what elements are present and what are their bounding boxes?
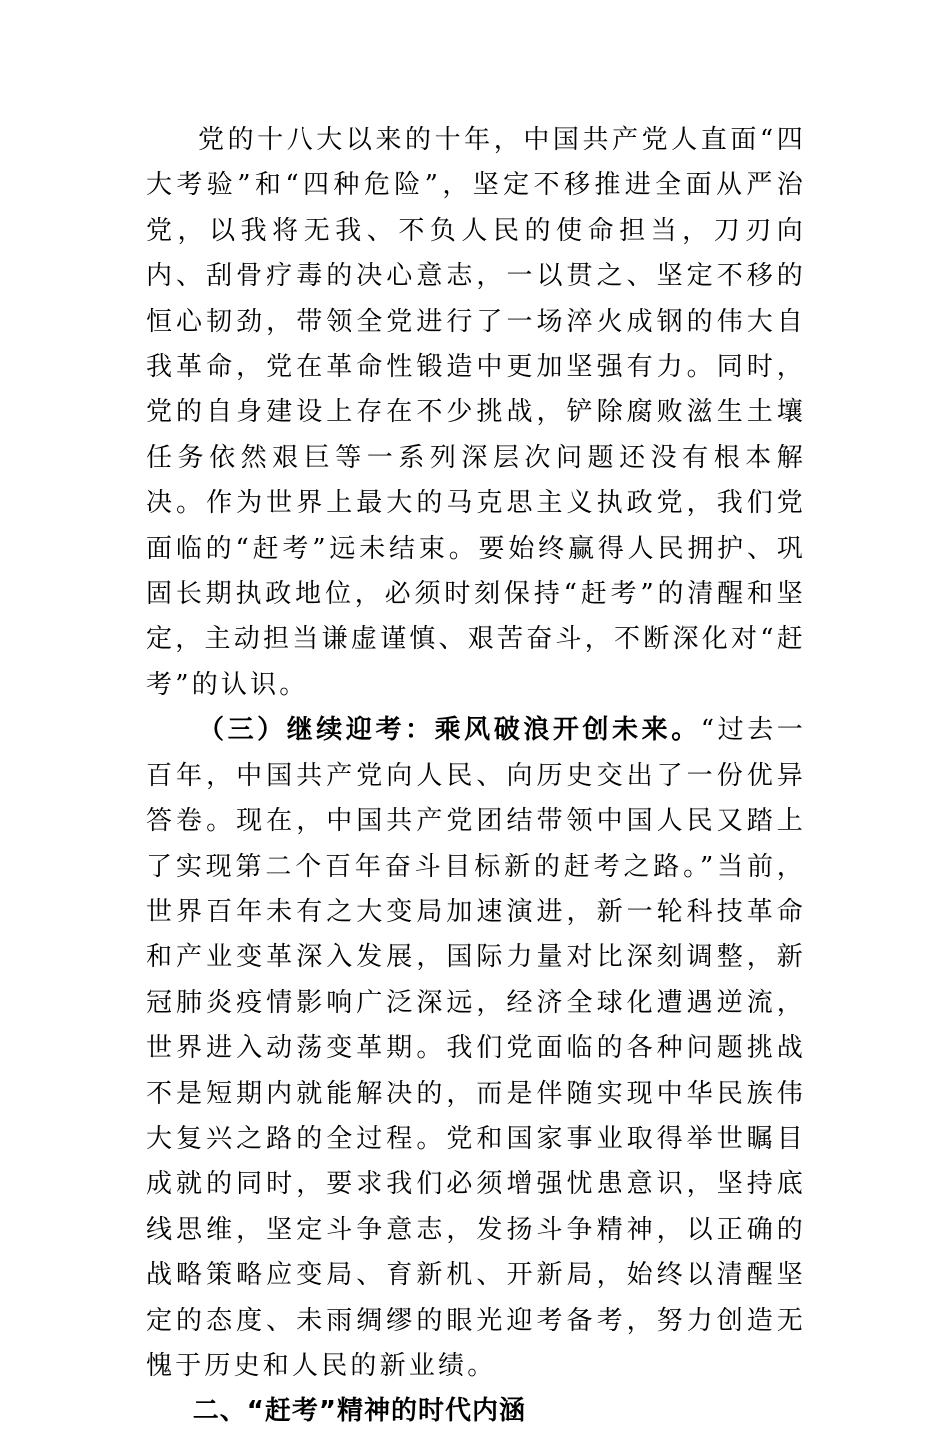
section-heading: 二、“赶考”精神的时代内涵 [192, 1396, 526, 1427]
subsection-heading: （三）继续迎考：乘风破浪开创未来。 [198, 715, 701, 746]
body-paragraph-2-text: “过去一百年，中国共产党向人民、向历史交出了一份优异答卷。现在，中国共产党团结带领中国人民又踏上了实现第二个百年奋斗目标新的赶考之路。”当前，世界百年未有之大变局加速演进，新一轮科技革命和产业变革深入发展，国际力量对比深刻调整，新冠肺炎疫情影响广泛深远，经济全球化遭遇逆流，世界进入动荡变革期。我们党面临的各种问题挑战不是短期内就能解决的，而是伴随实现中华民族伟大复兴之路的全过程。党和国家事业取得举世瞩目成就的同时，要求我们必须增强忧患意识，坚持底线思维，坚定斗争意志，发扬斗争精神，以正确的战略策略应变局、育新机、开新局，始终以清醒坚定的态度、未雨绸缪的眼光迎考备考，努力创造无愧于历史和人民的新业绩。 [146, 715, 806, 1381]
document-page [146, 118, 806, 1435]
body-paragraph-2 [146, 708, 806, 1389]
body-paragraph-1: 党的十八大以来的十年，中国共产党人直面“四大考验”和“四种危险”，坚定不移推进全面从严治党，以我将无我、不负人民的使命担当，刀刃向内、刮骨疗毒的决心意志，一以贯之、坚定不移的恒心韧劲，带领全党进行了一场淬火成钢的伟大自我革命，党在革命性锻造中更加坚强有力。同时，党的自身建设上存在不少挑战，铲除腐败滋生土壤任务依然艰巨等一系列深层次问题还没有根本解决。作为世界上最大的马克思主义执政党，我们党面临的“赶考”远未结束。要始终赢得人民拥护、巩固长期执政地位，必须时刻保持“赶考”的清醒和坚定，主动担当谦虚谨慎、艰苦奋斗，不断深化对“赶考”的认识。 [146, 125, 806, 700]
